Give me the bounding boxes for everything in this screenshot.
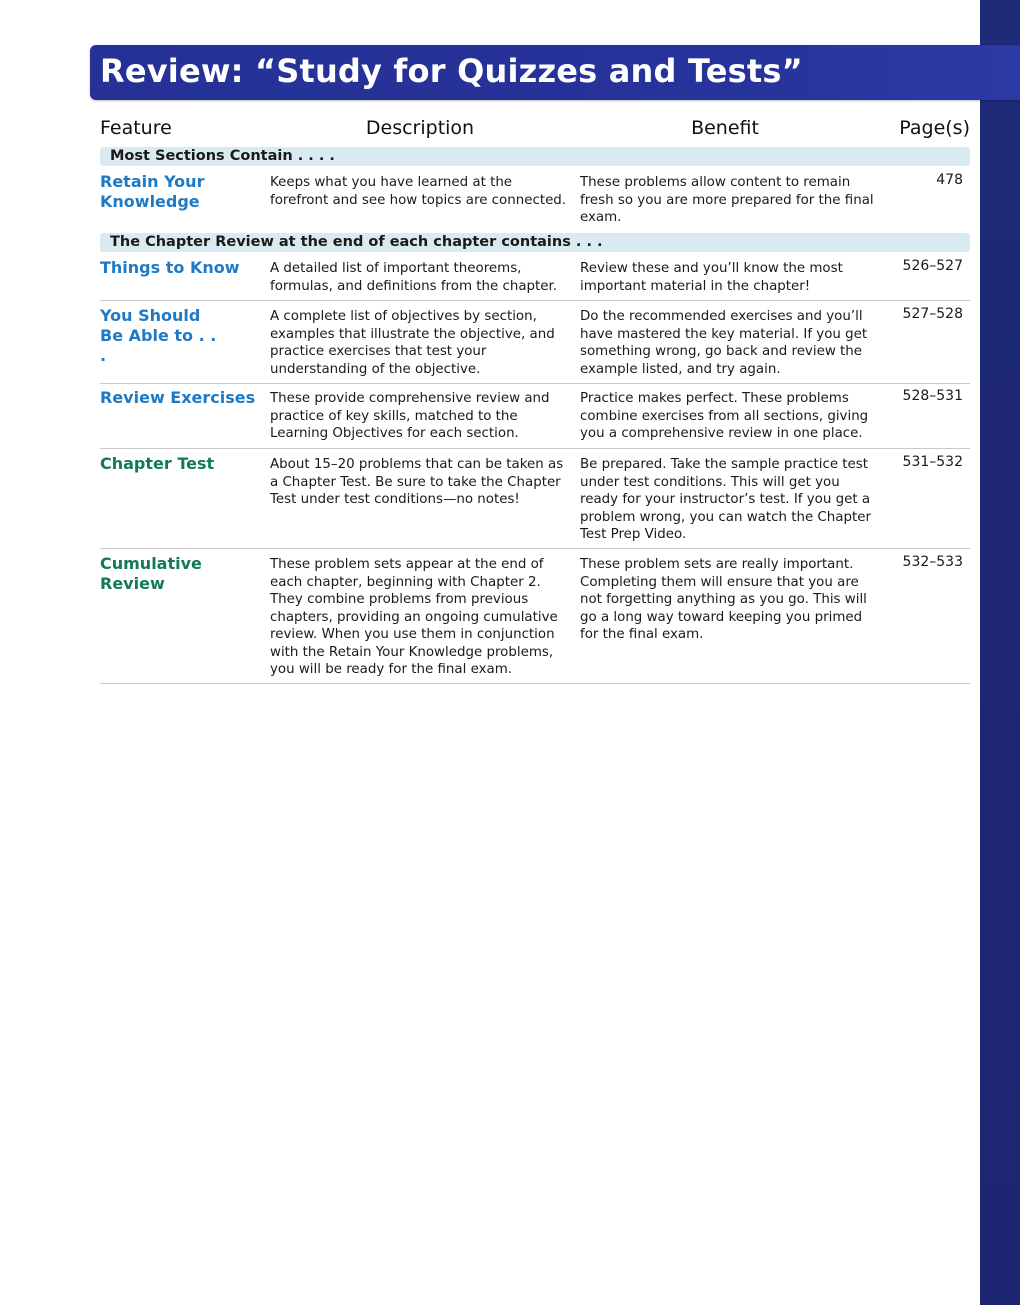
page-reference: 527–528 xyxy=(902,306,963,322)
title-banner xyxy=(90,45,1020,100)
feature-description: A complete list of objectives by section, examples that illustrate the objective, and practice exercises that test your understanding of the objective. xyxy=(270,309,555,377)
feature-description: About 15–20 problems that can be taken as a Chapter Test. Be sure to take the Chapter Test under test conditions—no notes! xyxy=(270,457,564,507)
page-reference: 531–532 xyxy=(902,454,963,470)
feature-benefit: Practice makes perfect. These problems combine exercises from all sections, giving you a comprehensive review in one place. xyxy=(580,391,869,441)
header-description: Description xyxy=(365,117,475,139)
feature-description: These provide comprehensive review and practice of key skills, matched to the Learning Objectives for each section. xyxy=(270,391,550,441)
feature-name: Review Exercises xyxy=(100,388,256,407)
feature-description: A detailed list of important theorems, formulas, and definitions from the chapter. xyxy=(270,261,558,294)
table-row xyxy=(100,454,970,549)
feature-benefit: Be prepared. Take the sample practice test under test conditions. This will get you ready for your instructor’s test. If you get a problem wrong, you can watch the Chapter Test Prep Video. xyxy=(580,457,871,542)
table-row xyxy=(100,258,970,301)
feature-name: Things to Know xyxy=(100,258,240,277)
feature-name: Retain Your Knowledge xyxy=(100,172,205,211)
table-row xyxy=(100,388,970,449)
feature-benefit: These problems allow content to remain fresh so you are more prepared for the final exam. xyxy=(580,175,874,225)
header-feature: Feature xyxy=(100,117,172,139)
feature-benefit: Review these and you’ll know the most important material in the chapter! xyxy=(580,261,843,294)
feature-description: These problem sets appear at the end of each chapter, beginning with Chapter 2. They combine problems from previous chapters, providing an ongoing cumulative review. When you use them in conjunction with the Retain Your Knowledge problems, you will be ready for the final exam. xyxy=(270,557,558,677)
page-edge-stripe xyxy=(980,0,1020,1305)
section-heading: The Chapter Review at the end of each chapter contains . . . xyxy=(100,233,970,252)
feature-benefit: These problem sets are really important. Completing them will ensure that you are not forgetting anything as you go. This will go a long way toward keeping you primed for the final exam. xyxy=(580,557,867,642)
table-row xyxy=(100,554,970,684)
feature-name: Chapter Test xyxy=(100,454,215,473)
table-header xyxy=(100,117,970,147)
section-heading: Most Sections Contain . . . . xyxy=(100,147,970,166)
page-reference: 528–531 xyxy=(902,388,963,404)
table-row xyxy=(100,306,970,384)
page-reference: 526–527 xyxy=(902,258,963,274)
feature-name: Cumulative Review xyxy=(100,554,202,593)
feature-description: Keeps what you have learned at the forefront and see how topics are connected. xyxy=(270,175,567,208)
feature-name: You Should Be Able to . . . xyxy=(100,306,217,365)
feature-benefit: Do the recommended exercises and you’ll have mastered the key material. If you get something wrong, go back and review the example listed, and try again. xyxy=(580,309,868,377)
table-row xyxy=(100,172,970,228)
page-reference: 532–533 xyxy=(902,554,963,570)
header-pages: Page(s) xyxy=(899,117,970,139)
review-table xyxy=(100,117,970,677)
page-reference: 478 xyxy=(936,172,963,188)
header-benefit: Benefit xyxy=(691,117,759,139)
page-title: Review: “Study for Quizzes and Tests” xyxy=(100,52,803,90)
